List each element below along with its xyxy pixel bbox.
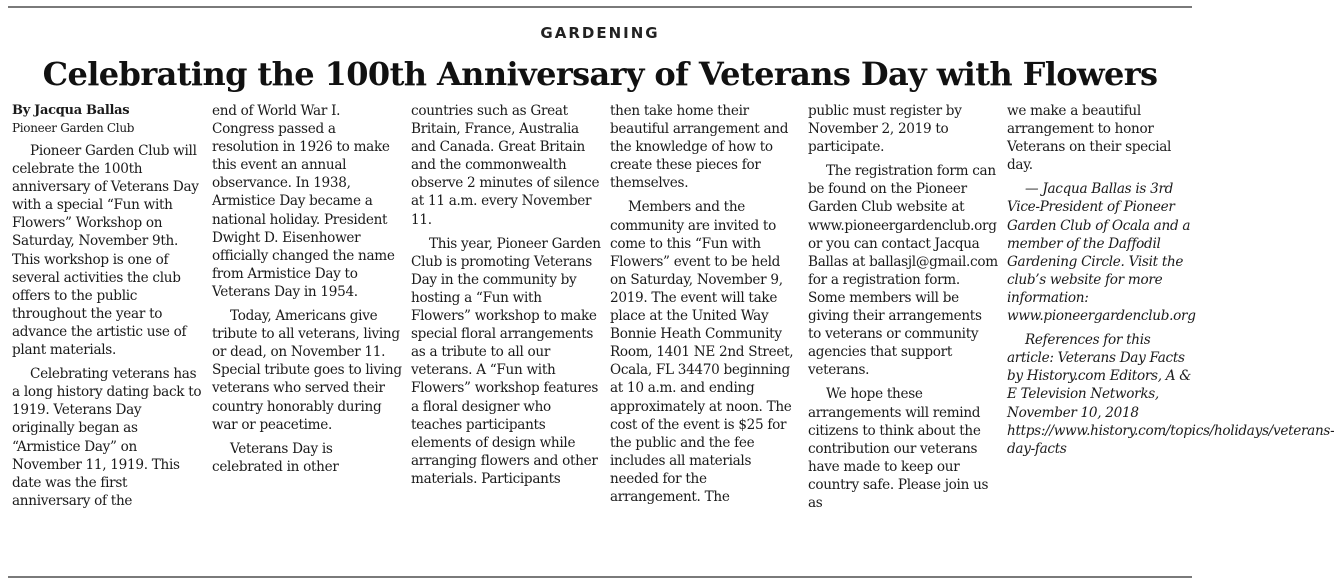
- paragraph: Veterans Day is celebrated in other: [212, 440, 339, 475]
- paragraph: we make a beautiful arrangement to honor Veterans on their special day.: [1007, 103, 1172, 174]
- paragraph: end of World War I. Congress passed a resolution in 1926 to make this event an annual observance. In 1938, Armistice Day became a national holiday. President Dwight D. Eisenhower officially changed the name from Armistice Day to Veterans Day in 1954.: [212, 103, 395, 300]
- headline: Celebrating the 100th Anniversary of Veterans Day with Flowers: [42, 55, 1158, 93]
- article-column-5: [808, 102, 998, 564]
- top-rule: [8, 6, 1192, 8]
- paragraph: The registration form can be found on the Pioneer Garden Club website at www.pioneergardenclub.org or you can contact Jacqua Ballas at ballasjl@gmail.com for a registration form. Some members will be giving their arrangements to veterans or community agencies that support veterans.: [808, 163, 998, 379]
- paragraph: This year, Pioneer Garden Club is promoting Veterans Day in the community by hosting a “Fun with Flowers” workshop to make special floral arrangements as a tribute to all our veterans. A “Fun with Flowers” workshop features a floral designer who teaches participants elements of design while arranging flowers and other materials. Participants: [411, 235, 601, 487]
- byline-organization: Pioneer Garden Club: [12, 121, 135, 135]
- article-column-4: [610, 102, 800, 564]
- author-bio: — Jacqua Ballas is 3rd Vice-President of Pioneer Garden Club of Ocala and a member of the Daffodil Gardening Circle. Visit the club’s website for more information: www.pioneergardenclub.org: [1007, 181, 1196, 325]
- paragraph: Pioneer Garden Club will celebrate the 100th anniversary of Veterans Day with a special “Fun with Flowers” Workshop on Saturday, November 9th. This workshop is one of several activities the club offers to the public throughout the year to advance the artistic use of plant materials.: [12, 143, 199, 359]
- references: References for this article: Veterans Day Facts by History.com Editors, A & E Television Networks, November 10, 2018 https://www.history.com/topics/holidays/veterans-day-facts: [1007, 332, 1334, 457]
- article-column-1: [12, 102, 202, 564]
- paragraph: public must register by November 2, 2019 to participate.: [808, 103, 962, 156]
- bottom-rule: [8, 576, 1192, 578]
- paragraph: countries such as Great Britain, France, Australia and Canada. Great Britain and the commonwealth observe 2 minutes of silence at 11 a.m. every November 11.: [411, 103, 600, 228]
- paragraph: We hope these arrangements will remind citizens to think about the contribution our veterans have made to keep our country safe. Please join us as: [808, 386, 989, 511]
- article-column-3: [411, 102, 601, 564]
- paragraph: Celebrating veterans has a long history dating back to 1919. Veterans Day originally began as “Armistice Day” on November 11, 1919. This date was the first anniversary of the: [12, 366, 202, 509]
- article-column-2: [212, 102, 402, 564]
- section-label: GARDENING: [540, 24, 660, 42]
- paragraph: then take home their beautiful arrangement and the knowledge of how to create these pieces for themselves.: [610, 103, 789, 192]
- paragraph: Members and the community are invited to come to this “Fun with Flowers” event to be held on Saturday, November 9, 2019. The event will take place at the United Way Bonnie Heath Community Room, 1401 NE 2nd Street, Ocala, FL 34470 beginning at 10 a.m. and ending approximately at noon. The cost of the event is $25 for the public and the fee includes all materials needed for the arrangement. The: [610, 199, 794, 505]
- byline: By Jacqua Ballas: [12, 103, 130, 118]
- article-column-6: [1007, 102, 1334, 564]
- paragraph: Today, Americans give tribute to all veterans, living or dead, on November 11. Special tribute goes to living veterans who served their country honorably during war or peacetime.: [212, 308, 402, 433]
